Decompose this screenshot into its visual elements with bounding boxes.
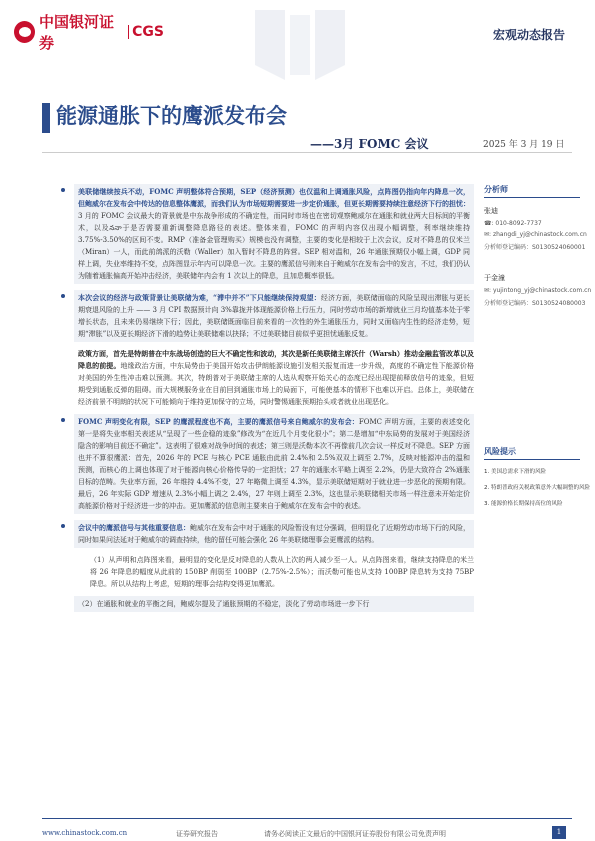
footer-category: 证券研究报告 — [176, 830, 218, 838]
logo-mark-icon — [14, 21, 35, 43]
logo-text-en: CGS — [132, 24, 164, 40]
risk-item: 3. 能源价格长期保持高位的风险 — [484, 501, 563, 507]
analyst-name: 张迪 — [484, 207, 498, 215]
paragraph-2 — [74, 290, 474, 342]
paragraph-4-highlight: FOMC 声明变化有限，SEP 的鹰派程度也不高，主要的鹰派信号来自鲍威尔的发布会： — [78, 417, 359, 426]
paragraph-6-text: （1）从声明和点阵图来看，最明显的变化是反对降息的人数从上次的两人减少至一人。从点阵图来看，继续支持降息的米兰将 26 年降息的幅度从此前的 150BP 削弱至 100BP（2.75%-2.5%）；而沃勒可能也从支持 100BP 降息转为支持 75BP 降息。所以从结构上考虑，短期的理事会结构变得更加鹰派。 — [90, 556, 474, 588]
risk-heading: 风险提示 — [484, 446, 580, 460]
page-subtitle: ——3月 FOMC 会议 — [310, 137, 429, 151]
analyst-name: 于金潼 — [484, 274, 505, 282]
paragraph-6 — [78, 554, 474, 590]
analyst-email[interactable]: ✉: zhangdi_yj@chinastock.com.cn — [484, 231, 587, 238]
analyst-sidebar — [484, 184, 592, 307]
paragraph-2-text: 经济方面，美联储面临的风险呈现出滞胀与更长期衰退风险的上升 —— 3 月 CPI 数据预计向 3%靠拢并体现能源价格上行压力，同时劳动市场的新增就业三月均值基本处于零增长状态，且未来仍易继续下行；因此，美联储既面临目前来看的一次性的外生通胀压力，同时又面临内生性的经济走势，短期“滞胀”以及更长期经济下滑的趋势让美联储难以抉择；不过美联储目前似乎更担忧通胀反复。 — [78, 294, 471, 338]
risk-item: 2. 特朗普政府关税政策意外大幅调整的风险 — [484, 485, 590, 491]
paragraph-4-text: FOMC 声明方面，主要的表述变化第一是将失业率相关表述从“呈现了一些企稳的迹象”修改为“在近几个月变化很小”；第二是增加“中东局势的发展对于美国经济隐含的影响目前还不确定”。这表明了很难对战争时间的表述；第三则是沃勒本次不再像前几次会议一样反对不降息。SEP 方面也并不算很鹰派：首先，2026 年的 PCE 与核心 PCE 通胀由此前 2.4%和 2.5%双双上调至 2.7%，反映对能源冲击的温和预测，而核心的上调也体现了对于能源向核心价格传导的一定担忧；27 年的通胀水平略上调至 2.2%，仍是大致符合 2%通胀目标的范畴。失业率方面，26 年维持 4.4%不变，27 年略微上调至 4.3%，显示美联储短期对于就业进一步恶化的预期有限。最后，26 年实际 GDP 增速从 2.3%小幅上调之 2.4%，27 年则上调至 2.3%，这也显示美联储相关市场一样注意未开始定价高能源价格对于经济进一步的冲击。更加鹰派的信息则主要来自于鲍威尔在发布会中的表述。 — [78, 418, 470, 510]
paragraph-1 — [74, 184, 474, 284]
analyst-phone: ☎: 010-8092-7737 — [484, 220, 542, 227]
paragraph-1-text: 3 月的 FOMC 会议最大的背景就是中东战争形成的不确定性，而同时市场也在密切观察鲍威尔在通胀和就业两大目标间的平衡术，以及ననా于是否需要重新调整降息路径的表述。整体来看，FOMC 的声明内容仅出现小幅调整，利率继续维持 3.75%-3.50%的区间不变。RMP（准备金管理购买）规模也没有调整，主要的变化是相较于上次会议，反对不降息的仅米兰（Miran）一人，而此前鸽派的沃勒（Waller）加入暂时不降息的阵营。SEP 相对温和，26 年通胀预期仅小幅上调，GDP 同样上调，失业率维持不变，点阵图显示年内可以降息一次。主要的鹰派信号则来自于鲍威尔在发布会中的发言，不过，我们仍认为随着通胀偏高开始冲击经济，美联储年内会有 1 次以上的降息，且加息概率很低。 — [78, 212, 470, 280]
paragraph-5-highlight: 会议中的鹰派信号与其他重要信息： — [78, 523, 190, 532]
paragraph-3-text: 地缘政治方面，中东局势由于美国开始攻击伊朗能源设施引发相关报复而进一步升级，高度的不确定性下能源价格对美国的外生性冲击难以预测。其次，特朗普对于美联储主席的人选从观察开始关心的态度已经出现提前释放信号的迹象，但短期受到通胀反弹的阻碍。而大规模服务业在目前回到通胀市场上的局面下，可能使基本的情形下也难以开启。总体上，美联储在经济前景不明朗的状况下可能倾向于维持更加保守的立场，同时警惕通胀预期抬头或者就业出现恶化。 — [78, 362, 474, 406]
paragraph-1-highlight: 美联储继续按兵不动，FOMC 声明整体符合预期，SEP（经济预测）也仅温和上调通胀风险，点阵图仍指向年内降息一次，但鲍威尔在发布会中传达的信息整体鹰派，而我们认为市场短期需要进一步定价通胀，但更长期需要持续注意经济下行的担忧： — [78, 187, 470, 208]
footer-disclaimer: 请务必阅读正文最后的中国银河证券股份有限公司免责声明 — [264, 830, 446, 838]
logo — [14, 13, 164, 52]
risk-item: 1. 美国总需求下滑的风险 — [484, 469, 546, 475]
analyst-license: 分析师登记编码：S0130524060001 — [484, 244, 586, 251]
watermark-logo-icon — [245, 5, 355, 85]
title-accent-bar — [42, 103, 50, 133]
logo-text-cn: 中国银河证券 — [39, 13, 115, 52]
main-content — [78, 184, 474, 618]
report-type: 宏观动态报告 — [492, 28, 565, 42]
paragraph-2-highlight: 本次会议的经济与政策背景让美联储为难，“滞中并不”下只能继续保持观望： — [78, 293, 321, 302]
paragraph-4 — [74, 414, 474, 514]
footer-url-link[interactable]: www.chinastock.com.cn — [42, 829, 128, 837]
footer-divider — [42, 818, 572, 819]
paragraph-7 — [74, 596, 474, 612]
page-number: 1 — [552, 826, 566, 839]
header-divider — [42, 152, 572, 153]
page-title: 能源通胀下的鹰派发布会 — [56, 104, 287, 128]
paragraph-7-text: （2）在通胀和就业的平衡之间，鲍威尔提及了通胀预期的不稳定，淡化了劳动市场进一步下行 — [78, 600, 370, 608]
risk-list — [484, 467, 588, 515]
paragraph-3-lead: 政策方面，首先是特朗普在中东战场创造的巨大不确定性和波动，其次是新任美联储主席沃什（Warsh）推动金融监管改革以及降息的前提。 — [78, 349, 474, 370]
analyst-heading: 分析师 — [484, 184, 580, 198]
report-date: 2025 年 3 月 19 日 — [483, 140, 565, 150]
paragraph-5 — [74, 520, 474, 548]
logo-separator — [128, 25, 129, 39]
analyst-license: 分析师登记编码：S0130524080003 — [484, 300, 586, 307]
analyst-email[interactable]: ✉: yujintong_yj@chinastock.com.cn — [484, 287, 592, 294]
paragraph-5-text: 鲍威尔在发布会中对于通胀的风险暂没有过分强调，但明显化了近期劳动市场下行的风险，同时如果问法延对于鲍威尔的调查持续，他的留任可能会强化 26 年美联储理事会更鹰派的结构。 — [78, 524, 470, 544]
paragraph-3 — [78, 348, 474, 408]
